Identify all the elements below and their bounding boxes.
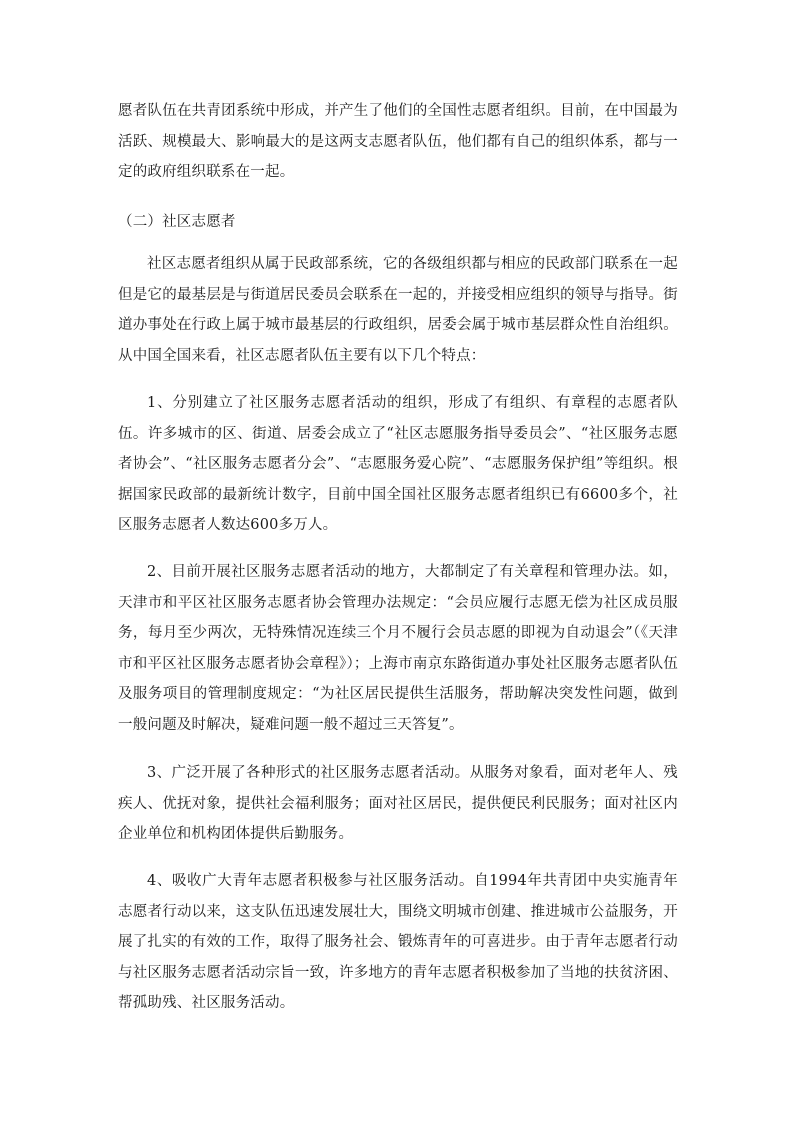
paragraph-continuation: 愿者队伍在共青团系统中形成，并产生了他们的全国性志愿者组织。目前，在中国最为活跃、规模最大、影响最大的是这两支志愿者队伍，他们都有自己的组织体系，都与一定的政府组织联系在一起。 (118, 103, 678, 180)
paragraph-feature-1: 1、分别建立了社区服务志愿者活动的组织，形成了有组织、有章程的志愿者队伍。许多城市的区、街道、居委会成立了“社区志愿服务指导委员会”、“社区服务志愿者协会”、“社区服务志愿者分会”、“志愿服务爱心院”、“志愿服务保护组”等组织。根据国家民政部的最新统计数字，目前中国全国社区服务志愿者组织已有6600多个，社区服务志愿者人数达600多万人。 (118, 395, 678, 533)
paragraph-feature-2: 2、目前开展社区服务志愿者活动的地方，大都制定了有关章程和管理办法。如，天津市和平区社区服务志愿者协会管理办法规定：“会员应履行志愿无偿为社区成员服务，每月至少两次，无特殊情况连续三个月不履行会员志愿的即视为自动退会”（《天津市和平区社区服务志愿者协会章程》）；上海市南京东路街道办事处社区服务志愿者队伍及服务项目的管理制度规定：“为社区居民提供生活服务，帮助解决突发性问题，做到一般问题及时解决，疑难问题一般不超过三天答复”。 (118, 564, 678, 733)
section-heading: （二）社区志愿者 (118, 214, 236, 230)
paragraph-feature-4: 4、吸收广大青年志愿者积极参与社区服务活动。自1994年共青团中央实施青年志愿者行动以来，这支队伍迅速发展壮大，围绕文明城市创建、推进城市公益服务，开展了扎实的有效的工作，取得了服务社会、锻炼青年的可喜进步。由于青年志愿者行动与社区服务志愿者活动宗旨一致，许多地方的青年志愿者积极参加了当地的扶贫济困、帮孤助残、社区服务活动。 (118, 873, 678, 1011)
paragraph-community-volunteers: 社区志愿者组织从属于民政部系统，它的各级组织都与相应的民政部门联系在一起但是它的最基层是与街道居民委员会联系在一起的，并接受相应组织的领导与指导。街道办事处在行政上属于城市最基层的行政组织，居委会属于城市基层群众性自治组织。从中国全国来看，社区志愿者队伍主要有以下几个特点： (118, 256, 678, 364)
paragraph-feature-3: 3、广泛开展了各种形式的社区服务志愿者活动。从服务对象看，面对老年人、残疾人、优抚对象，提供社会福利服务；面对社区居民，提供便民利民服务；面对社区内企业单位和机构团体提供后勤服务。 (118, 765, 678, 842)
